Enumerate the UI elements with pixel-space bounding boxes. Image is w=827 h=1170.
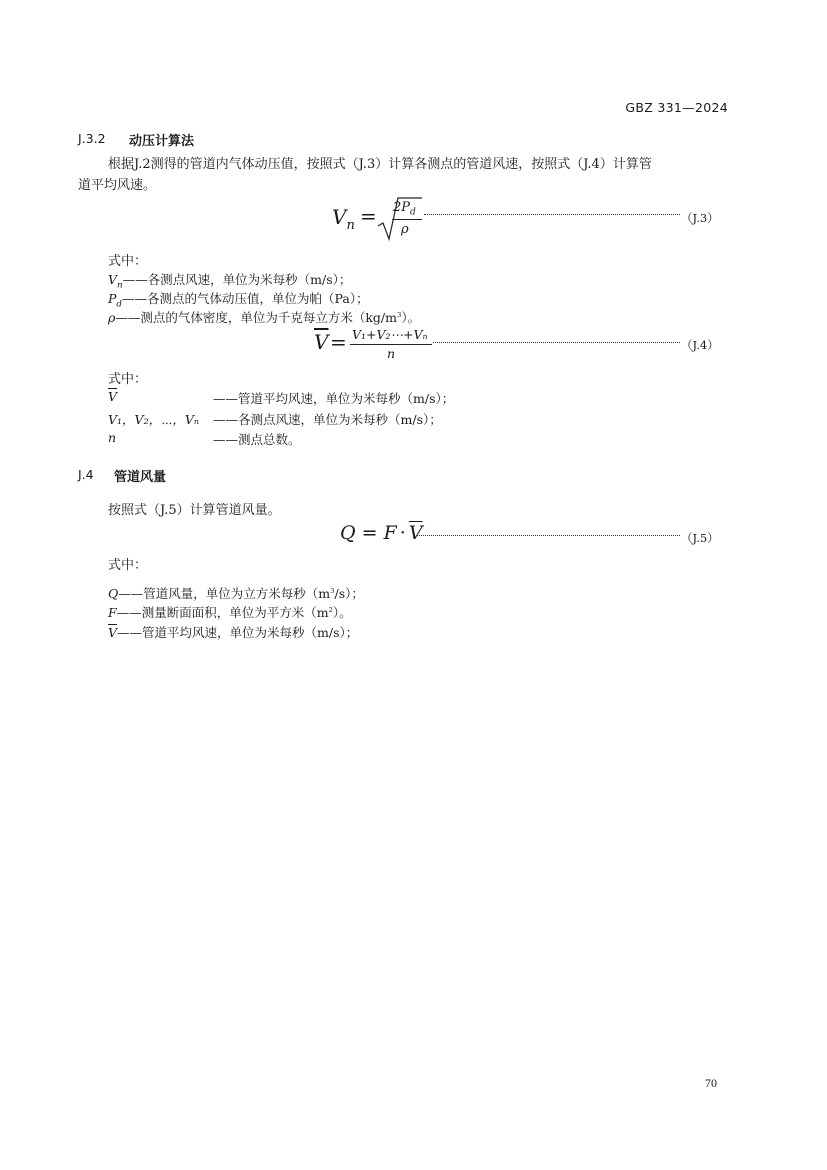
eq4-numerator: V₁+V₂⋯+Vₙ	[352, 327, 428, 342]
definition-n-text: ——测点总数。	[213, 432, 301, 447]
section-title-j32: 动压计算法	[129, 134, 195, 149]
eq3-leader-dots	[424, 214, 680, 215]
definition-v-list-text: ——各测点风速，单位为米每秒（m/s）；	[213, 412, 442, 427]
where-label-1: 式中：	[108, 254, 148, 269]
eq4-fraction-bar	[350, 344, 432, 345]
eq4-equals: =	[330, 330, 347, 354]
eq5-formula: $Q = F \cdot \overline{V}$	[340, 522, 423, 544]
where-label-3: 式中：	[108, 558, 148, 573]
definition-vn: $V_n——$各测点风速，单位为米每秒（m/s）；	[108, 272, 352, 291]
definition-vbar-2: $\overline{V}——$管道平均风速，单位为米每秒（m/s）；	[108, 625, 359, 640]
eq3-lhs: $V_n$	[332, 205, 355, 233]
eq4-label: （J.4）	[681, 338, 719, 352]
eq4-lhs: $\overline{V}$	[314, 330, 329, 354]
page-number: 70	[705, 1076, 717, 1090]
eq3-denominator: ρ	[401, 222, 409, 237]
eq4-leader-dots	[433, 342, 680, 343]
definition-vbar-sym: $\overline{V}$	[108, 389, 118, 404]
intro-paragraph-line2: 道平均风速。	[78, 178, 157, 193]
definition-vbar-text: ——管道平均风速，单位为米每秒（m/s）；	[213, 391, 455, 406]
section-title-j4: 管道风量	[114, 470, 167, 485]
standard-code: GBZ 331—2024	[625, 100, 728, 115]
section-number-j32: J.3.2	[78, 131, 106, 146]
eq5-leader-dots	[417, 535, 680, 536]
eq3-fraction-bar	[392, 219, 422, 220]
intro-paragraph-line1: 根据J.2测得的管道内气体动压值，按照式（J.3）计算各测点的管道风速，按照式（J.4）计算管	[108, 157, 652, 172]
definition-f: F——测量断面面积，单位为平方米$(m^2)$。	[108, 605, 352, 620]
section-number-j4: J.4	[78, 467, 94, 482]
definition-rho: ρ——测点的气体密度，单位为千克每立方米$(kg/m^3)$。	[108, 310, 421, 325]
eq4-denominator: n	[387, 346, 396, 361]
definition-n-sym: n	[108, 430, 117, 445]
eq3-label: （J.3）	[681, 211, 719, 225]
eq3-equals: =	[360, 204, 377, 228]
definition-v-list-sym: V₁，V₂，⋯，Vₙ	[108, 412, 199, 427]
where-label-2: 式中：	[108, 372, 148, 387]
eq3-numerator: $2P_d$	[393, 200, 416, 218]
definition-q: Q——管道风量，单位为立方米每秒$(m^3/s)$；	[108, 586, 364, 601]
j4-intro: 按照式（J.5）计算管道风量。	[108, 503, 281, 518]
definition-pd: $P_d——$各测点的气体动压值，单位为帕（Pa）；	[108, 291, 369, 310]
eq5-label: （J.5）	[681, 531, 719, 545]
